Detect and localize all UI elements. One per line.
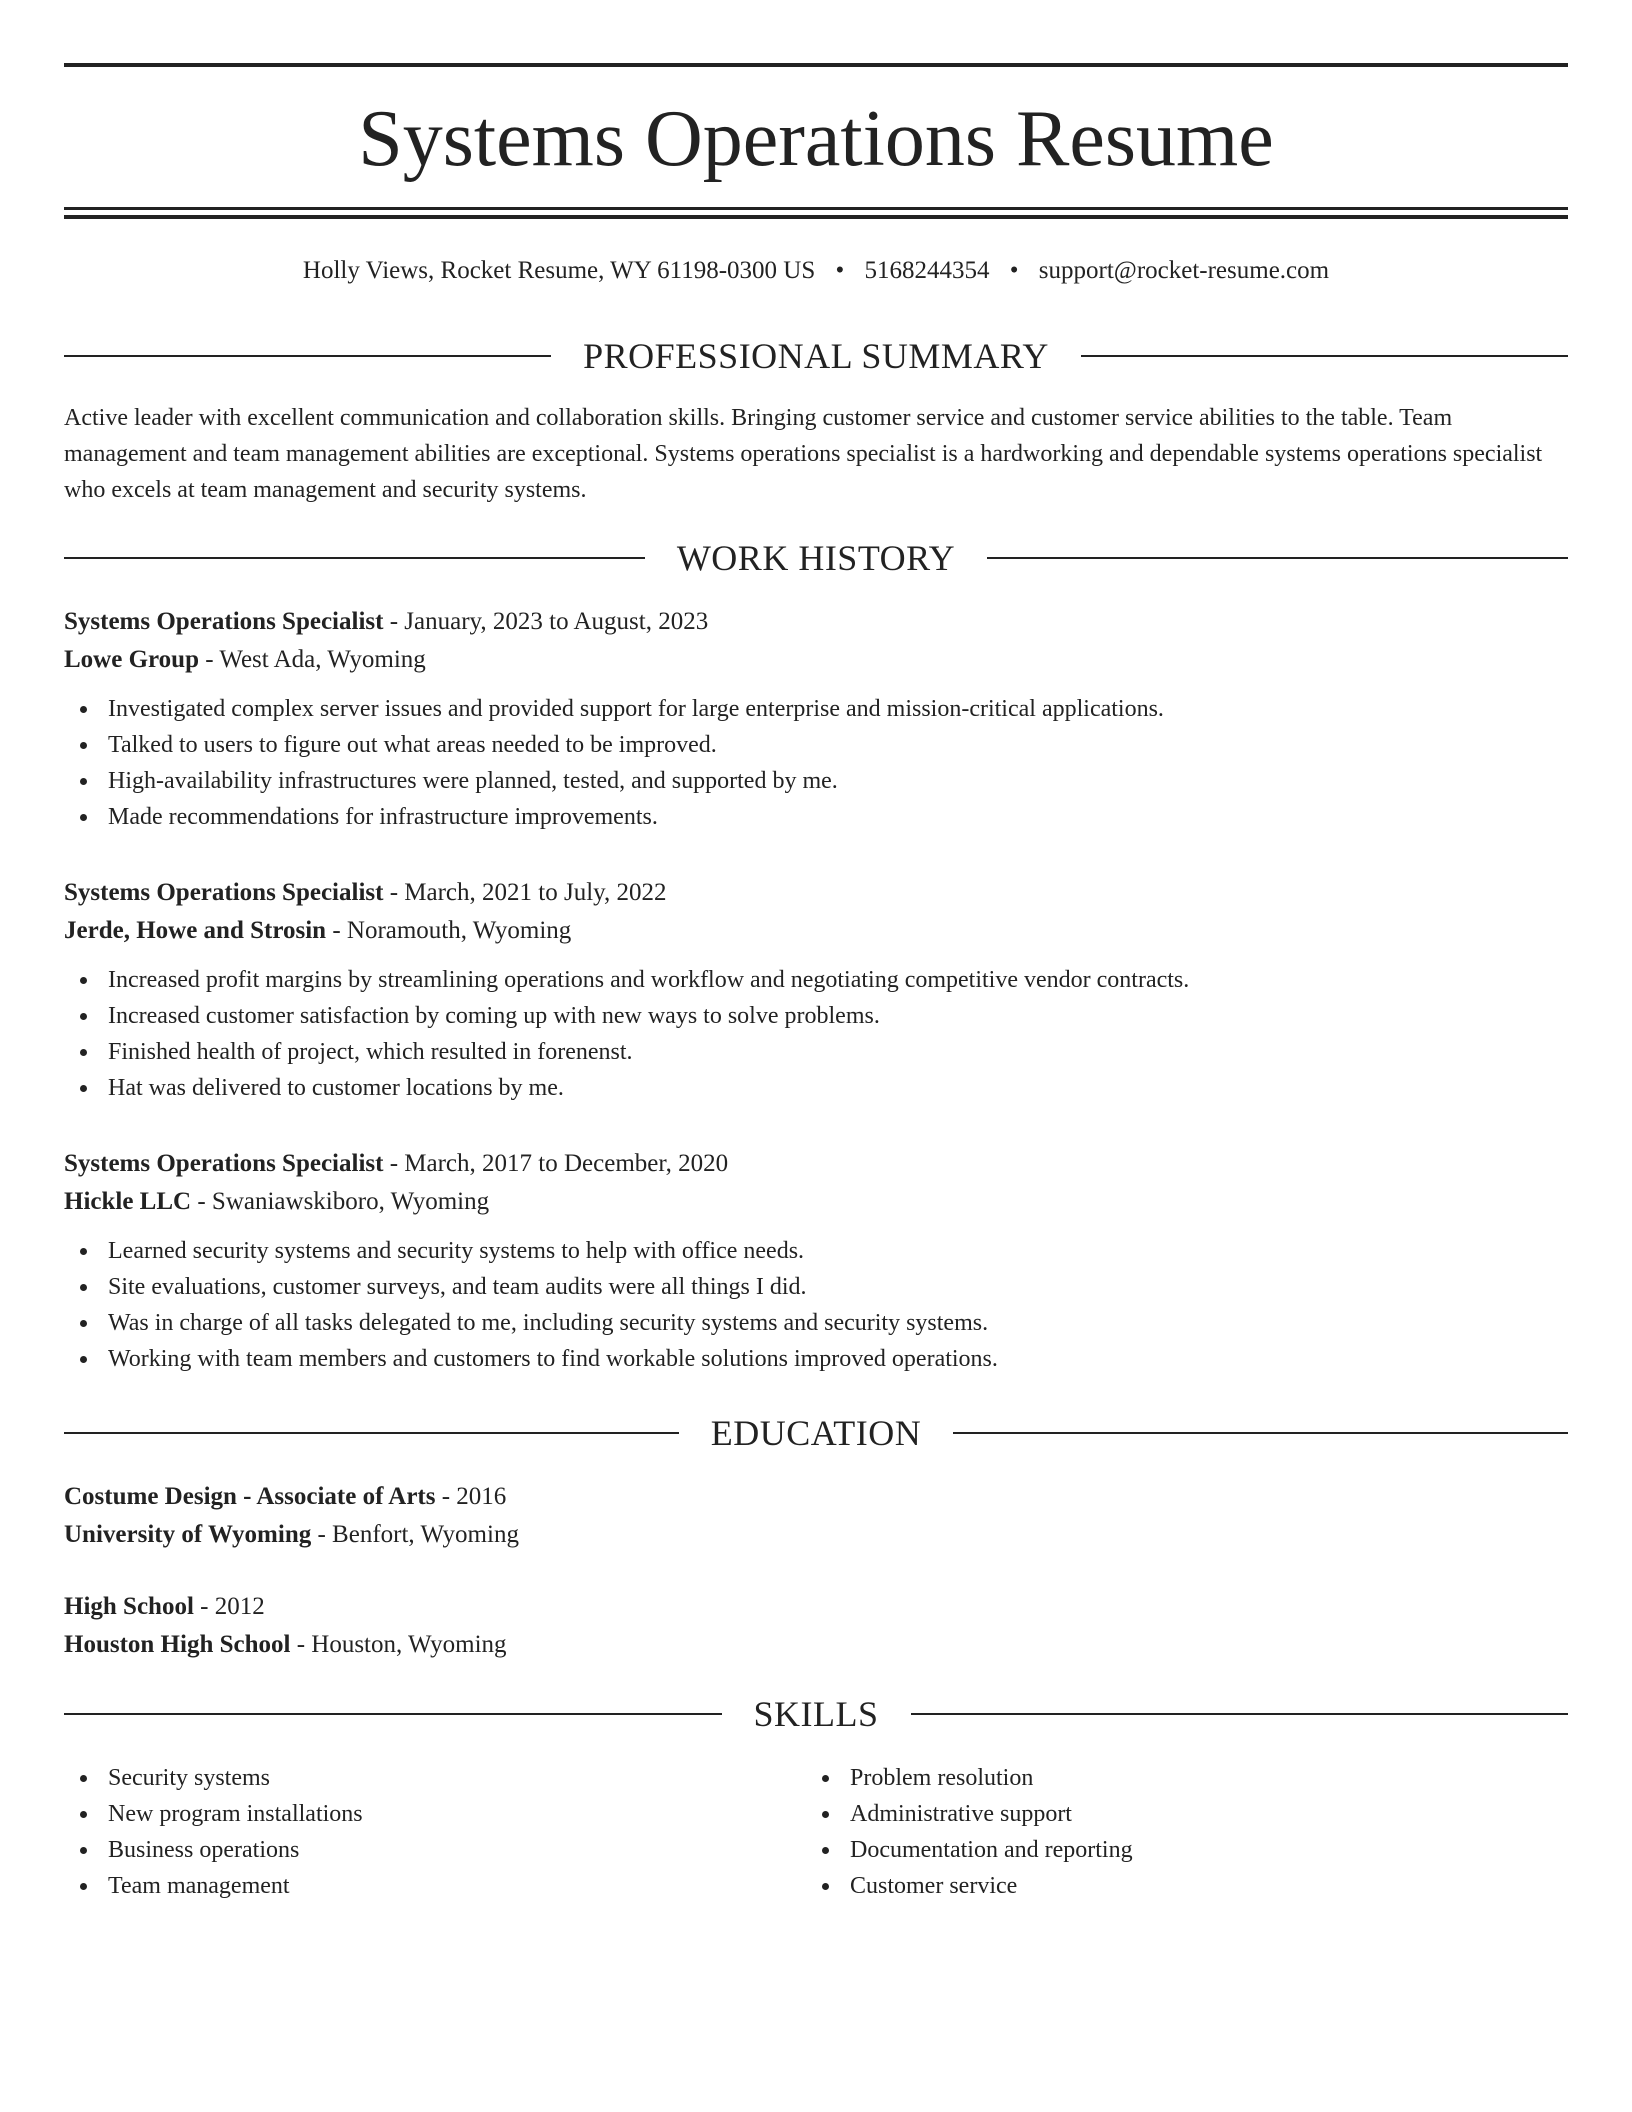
list-item: Learned security systems and security systems to help with office needs. <box>64 1233 1568 1269</box>
resume-title: Systems Operations Resume <box>358 95 1274 183</box>
job-dates: - January, 2023 to August, 2023 <box>383 608 709 635</box>
contact-address: Holly Views, Rocket Resume, WY 61198-0300 US <box>302 257 816 284</box>
bullet-dot <box>822 1811 829 1818</box>
bullet-dot <box>80 742 87 749</box>
education-year: - 2012 <box>193 1593 265 1620</box>
job-entry <box>64 603 1568 835</box>
job-title: Systems Operations Specialist <box>64 1150 384 1177</box>
list-item: Administrative support <box>806 1796 1506 1832</box>
top-rule <box>64 63 1568 67</box>
job-bullets <box>64 962 1568 1106</box>
job-company-line <box>64 641 1568 679</box>
list-item: Talked to users to figure out what areas needed to be improved. <box>64 727 1568 763</box>
education-degree-line <box>64 1588 1568 1626</box>
bullet-dot <box>80 1847 87 1854</box>
summary-block <box>64 400 1568 508</box>
bullet-dot <box>80 1248 87 1255</box>
education-year: - 2016 <box>435 1483 507 1510</box>
divider-line <box>987 557 1568 559</box>
job-company-line <box>64 912 1568 950</box>
bullet-dot <box>80 1320 87 1327</box>
education-section-header <box>64 1411 1568 1455</box>
contact-line <box>64 254 1568 288</box>
bullet-dot <box>822 1847 829 1854</box>
summary-heading: PROFESSIONAL SUMMARY <box>583 336 1049 376</box>
education-entry <box>64 1588 1568 1664</box>
list-item: High-availability infrastructures were planned, tested, and supported by me. <box>64 763 1568 799</box>
skills-column-left <box>64 1760 764 1904</box>
job-location: - Swaniawskiboro, Wyoming <box>191 1188 490 1215</box>
education-entry <box>64 1478 1568 1554</box>
list-item: Site evaluations, customer surveys, and team audits were all things I did. <box>64 1269 1568 1305</box>
education-heading: EDUCATION <box>710 1413 922 1453</box>
bullet-dot <box>80 778 87 785</box>
job-company: Hickle LLC <box>64 1188 192 1215</box>
bullet-dot <box>80 814 87 821</box>
job-bullets <box>64 1233 1568 1377</box>
bullet-dot <box>80 1883 87 1890</box>
education-school: Houston High School <box>64 1631 291 1658</box>
bullet-dot <box>822 1775 829 1782</box>
education-degree-line <box>64 1478 1568 1516</box>
bullet-dot <box>80 1356 87 1363</box>
job-location: - Noramouth, Wyoming <box>326 917 572 944</box>
skills-section-header <box>64 1692 1568 1736</box>
list-item: Security systems <box>64 1760 764 1796</box>
job-bullets <box>64 691 1568 835</box>
education-location: - Benfort, Wyoming <box>311 1521 519 1548</box>
list-item: Investigated complex server issues and provided support for large enterprise and mission-critical applications. <box>64 691 1568 727</box>
job-title-line <box>64 603 1568 641</box>
bullet-dot <box>80 1284 87 1291</box>
job-company-line <box>64 1183 1568 1221</box>
list-item: Increased profit margins by streamlining operations and workflow and negotiating competitive vendor contracts. <box>64 962 1568 998</box>
summary-text: Active leader with excellent communication and collaboration skills. Bringing customer service and customer service abilities to the table. Team management and team management abilities are exceptional. Systems operations specialist is a hardworking and dependable systems operations specialist who excels at team management and security systems. <box>64 405 1543 503</box>
job-title-line <box>64 1145 1568 1183</box>
list-item: Increased customer satisfaction by coming up with new ways to solve problems. <box>64 998 1568 1034</box>
list-item: Documentation and reporting <box>806 1832 1506 1868</box>
bullet-dot <box>80 706 87 713</box>
bullet-dot <box>80 1013 87 1020</box>
divider-line <box>64 1432 679 1434</box>
list-item: Hat was delivered to customer locations by me. <box>64 1070 1568 1106</box>
list-item: Team management <box>64 1868 764 1904</box>
list-item: Problem resolution <box>806 1760 1506 1796</box>
title-underline-lower <box>64 215 1568 219</box>
bullet-dot <box>80 977 87 984</box>
list-item: Finished health of project, which resulted in forenenst. <box>64 1034 1568 1070</box>
divider-line <box>953 1432 1568 1434</box>
bullet-dot <box>80 1775 87 1782</box>
divider-line <box>911 1713 1569 1715</box>
list-item: Was in charge of all tasks delegated to me, including security systems and security systems. <box>64 1305 1568 1341</box>
job-dates: - March, 2017 to December, 2020 <box>383 1150 729 1177</box>
education-degree: High School <box>64 1593 194 1620</box>
list-item: Working with team members and customers to find workable solutions improved operations. <box>64 1341 1568 1377</box>
job-title: Systems Operations Specialist <box>64 608 384 635</box>
bullet-dot <box>80 1049 87 1056</box>
list-item: New program installations <box>64 1796 764 1832</box>
contact-email: support@rocket-resume.com <box>1038 257 1330 284</box>
job-entry <box>64 1145 1568 1377</box>
education-school-line <box>64 1516 1568 1554</box>
divider-line <box>64 1713 722 1715</box>
list-item: Business operations <box>64 1832 764 1868</box>
skills-list <box>806 1760 1506 1904</box>
title-underline-upper <box>64 207 1568 210</box>
job-company: Lowe Group <box>64 646 199 673</box>
bullet-dot <box>822 1883 829 1890</box>
summary-section-header <box>64 334 1568 378</box>
job-dates: - March, 2021 to July, 2022 <box>383 879 667 906</box>
list-item: Made recommendations for infrastructure improvements. <box>64 799 1568 835</box>
job-entry <box>64 874 1568 1106</box>
job-title-line <box>64 874 1568 912</box>
divider-line <box>64 557 645 559</box>
contact-separator: • <box>835 257 845 284</box>
contact-phone: 5168244354 <box>864 257 990 284</box>
skills-column-right <box>806 1760 1506 1904</box>
job-title: Systems Operations Specialist <box>64 879 384 906</box>
job-company: Jerde, Howe and Strosin <box>64 917 327 944</box>
bullet-dot <box>80 1085 87 1092</box>
education-degree: Costume Design - Associate of Arts <box>64 1483 436 1510</box>
skills-list <box>64 1760 764 1904</box>
education-location: - Houston, Wyoming <box>290 1631 507 1658</box>
work-section-header <box>64 536 1568 580</box>
bullet-dot <box>80 1811 87 1818</box>
divider-line <box>64 355 551 357</box>
list-item: Customer service <box>806 1868 1506 1904</box>
education-school: University of Wyoming <box>64 1521 312 1548</box>
skills-heading: SKILLS <box>753 1694 879 1734</box>
contact-separator: • <box>1009 257 1019 284</box>
education-school-line <box>64 1626 1568 1664</box>
divider-line <box>1081 355 1568 357</box>
work-heading: WORK HISTORY <box>676 538 956 578</box>
job-location: - West Ada, Wyoming <box>198 646 426 673</box>
